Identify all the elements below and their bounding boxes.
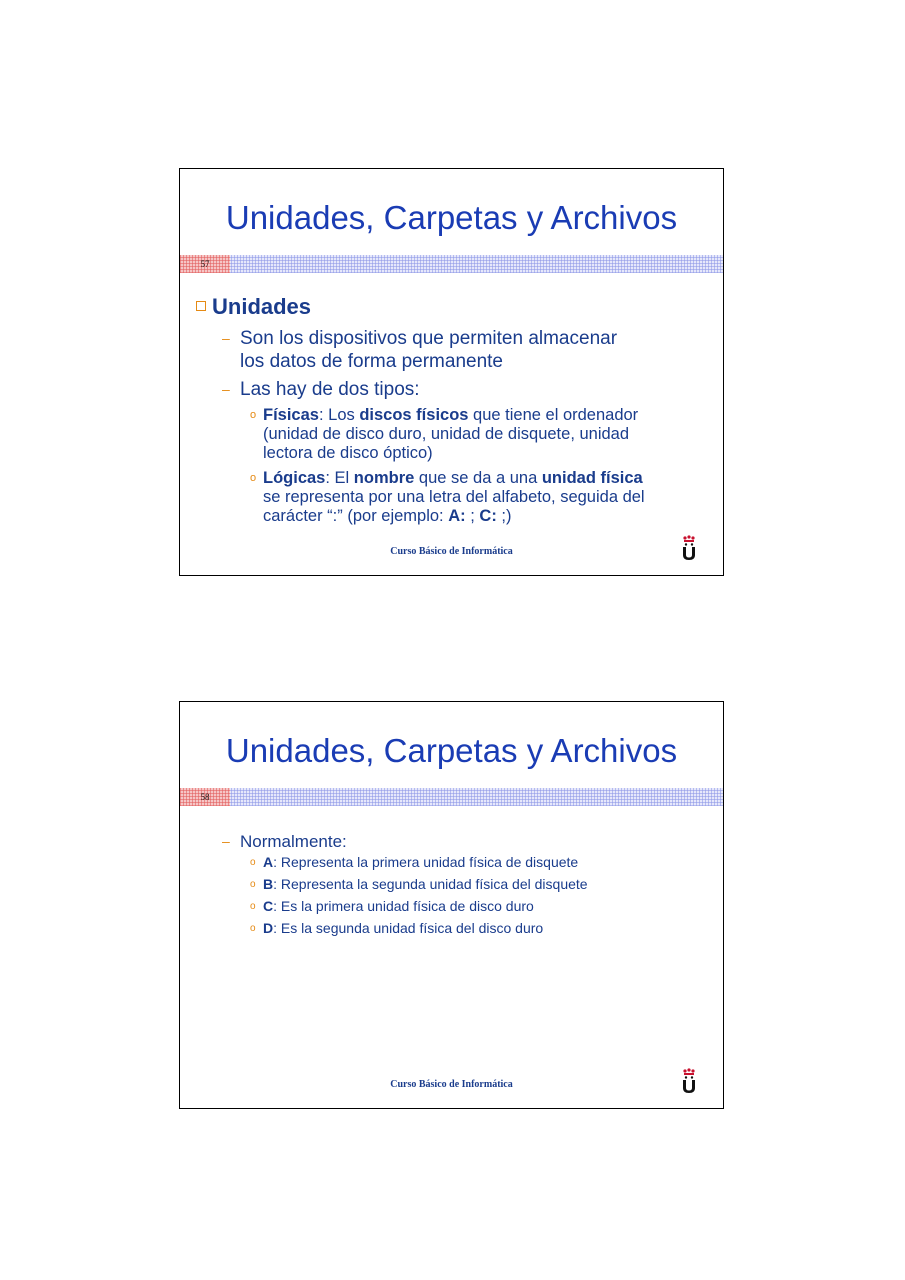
university-crown-u-icon	[681, 1068, 697, 1094]
list-item	[222, 378, 692, 401]
sub-item-line: (unidad de disco duro, unidad de disquete, unidad	[263, 425, 630, 443]
sub-list-item: o A: Representa la primera unidad física de disquete	[250, 854, 579, 870]
slide-58	[179, 701, 724, 1109]
sub-item-line: Lógicas: El nombre que se da a una unidad física	[263, 469, 643, 487]
slide-number-band	[180, 788, 723, 806]
slide-number-band	[180, 255, 723, 273]
slide-title: Unidades, Carpetas y Archivos	[225, 199, 678, 236]
sub-item-line: se representa por una letra del alfabeto, seguida del	[263, 488, 645, 506]
square-bullet-icon	[196, 301, 206, 311]
sub-list-item	[250, 469, 690, 526]
sub-item-line: carácter “:” (por ejemplo: A: ; C: ;)	[263, 507, 512, 525]
item-text-line: Normalmente:	[240, 832, 347, 851]
sub-item-line: Físicas: Los discos físicos que tiene el ordenador	[263, 406, 639, 424]
sub-list-item: o D: Es la segunda unidad física del disco duro	[250, 920, 544, 936]
heading-bullet	[196, 294, 311, 320]
list-item	[222, 830, 692, 853]
slide-57	[179, 168, 724, 576]
item-text-line: los datos de forma permanente	[240, 351, 503, 372]
circle-bullet-icon: o	[250, 857, 256, 868]
slide-number: 57	[180, 255, 230, 273]
slide-number: 58	[180, 788, 230, 806]
dash-bullet-icon: –	[222, 330, 230, 346]
circle-bullet-icon: o	[250, 879, 256, 890]
heading-text: Unidades	[212, 294, 312, 319]
circle-bullet-icon: o	[250, 472, 257, 484]
list-item	[222, 327, 692, 373]
sub-list-item: o B: Representa la segunda unidad física del disquete	[250, 876, 588, 892]
item-text-line: Las hay de dos tipos:	[240, 379, 420, 400]
circle-bullet-icon: o	[250, 901, 256, 912]
circle-bullet-icon: o	[250, 409, 257, 421]
dash-bullet-icon: –	[222, 381, 230, 397]
item-text-line: Son los dispositivos que permiten almacenar	[240, 328, 618, 349]
slide-footer: Curso Básico de Informática	[390, 1079, 513, 1090]
university-crown-u-icon	[681, 535, 697, 561]
dash-bullet-icon: –	[222, 833, 230, 849]
sub-list-item: o C: Es la primera unidad física de disco duro	[250, 898, 534, 914]
sub-item-line: lectora de disco óptico)	[263, 444, 433, 462]
slide-title: Unidades, Carpetas y Archivos	[225, 732, 678, 769]
slide-footer: Curso Básico de Informática	[390, 546, 513, 557]
sub-list-item	[250, 406, 690, 463]
circle-bullet-icon: o	[250, 923, 256, 934]
